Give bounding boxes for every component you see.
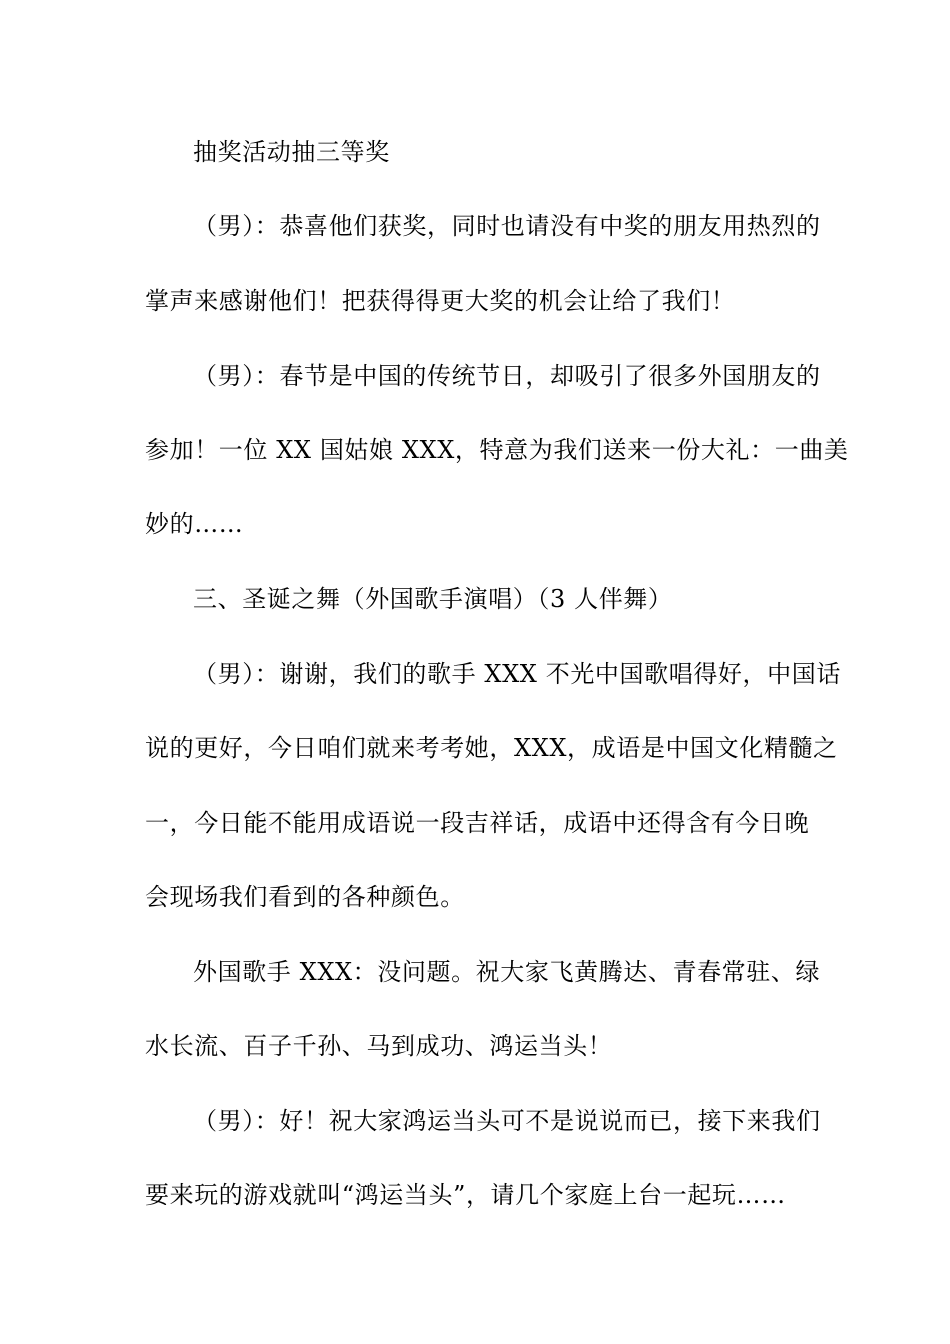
paragraph-male-singer-line-1: （男）：谢谢，我们的歌手 XXX 不光中国歌唱得好，中国话	[193, 660, 841, 688]
paragraph-foreign-singer-line-1: 外国歌手 XXX：没问题。祝大家飞黄腾达、青春常驻、绿	[193, 958, 821, 986]
paragraph-male-spring-festival-line-3: 妙的……	[145, 510, 244, 538]
paragraph-male-singer-line-2: 说的更好，今日咱们就来考考她，XXX，成语是中国文化精髓之	[145, 734, 838, 762]
paragraph-male-congrats-line-2: 掌声来感谢他们！把获得得更大奖的机会让给了我们！	[145, 287, 736, 315]
paragraph-male-singer-line-4: 会现场我们看到的各种颜色。	[145, 883, 465, 911]
paragraph-male-singer-line-3: 一，今日能不能用成语说一段吉祥话，成语中还得含有今日晚	[145, 809, 810, 837]
paragraph-foreign-singer-line-2: 水长流、百子千孙、马到成功、鸿运当头！	[145, 1032, 613, 1060]
paragraph-male-game-line-1: （男）：好！祝大家鸿运当头可不是说说而已，接下来我们	[193, 1107, 821, 1135]
paragraph-male-congrats-line-1: （男）：恭喜他们获奖，同时也请没有中奖的朋友用热烈的	[193, 212, 821, 240]
paragraph-male-spring-festival-line-2: 参加！一位 XX 国姑娘 XXX，特意为我们送来一份大礼：一曲美	[145, 436, 849, 464]
paragraph-lottery-third-prize: 抽奖活动抽三等奖	[193, 138, 390, 166]
paragraph-male-spring-festival-line-1: （男）：春节是中国的传统节日，却吸引了很多外国朋友的	[193, 362, 821, 390]
paragraph-male-game-line-2: 要来玩的游戏就叫“鸿运当头”，请几个家庭上台一起玩……	[145, 1181, 786, 1209]
section-heading-christmas-dance: 三、圣诞之舞（外国歌手演唱）（3 人伴舞）	[193, 585, 673, 613]
